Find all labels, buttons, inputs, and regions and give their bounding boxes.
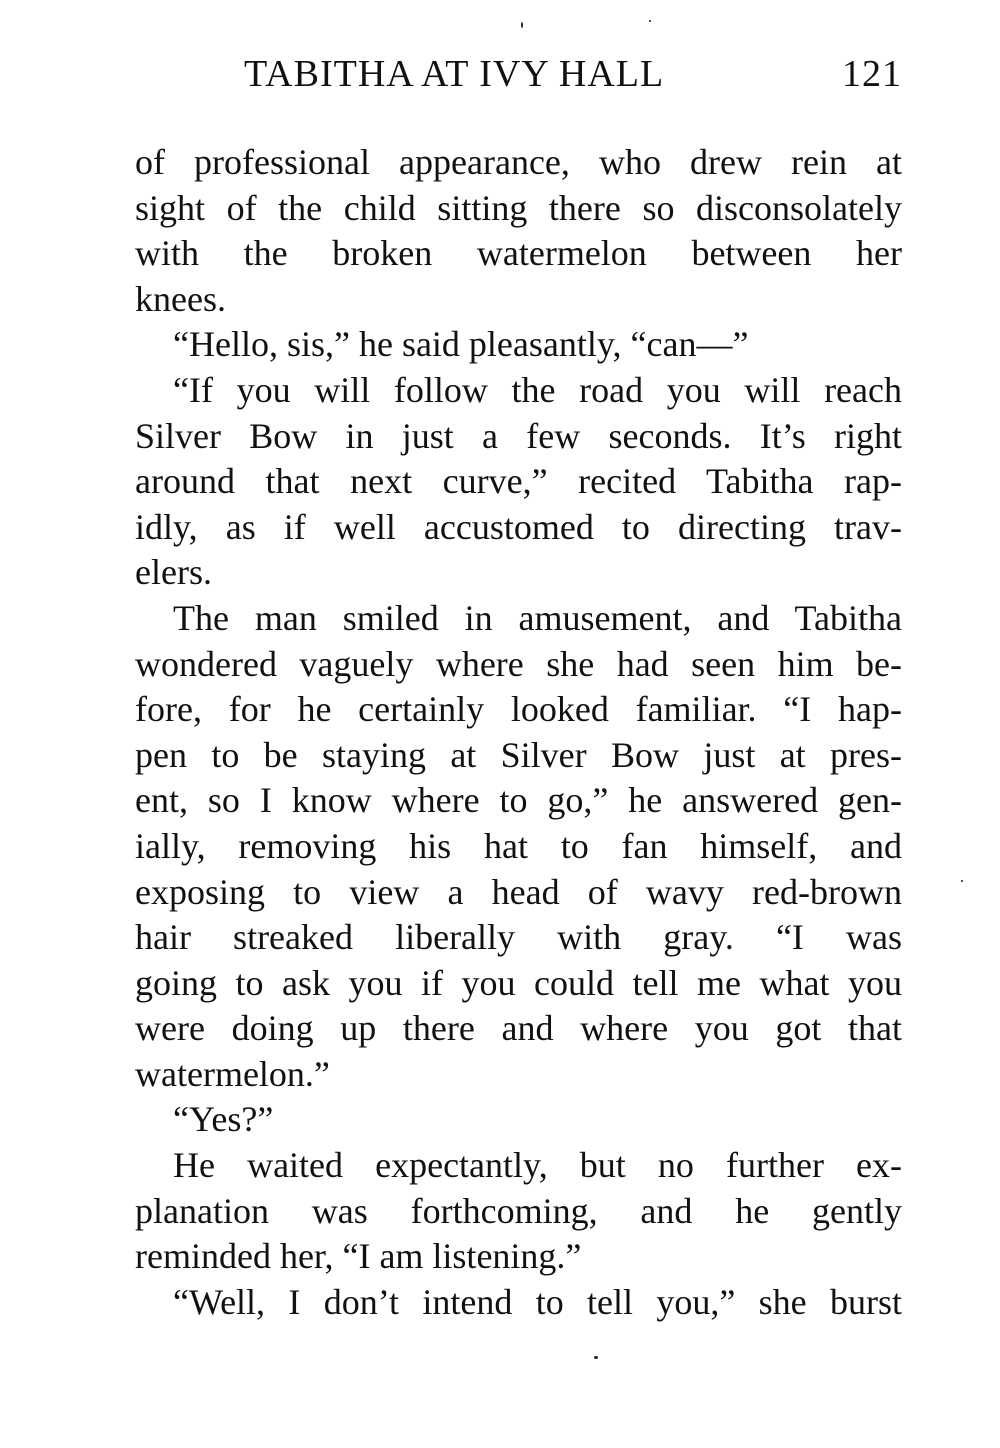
running-head-title: TABITHA AT IVY HALL <box>244 53 665 95</box>
text-line: “Hello, sis,” he said pleasantly, “can—” <box>173 324 749 365</box>
text-line: with the broken watermelon between her <box>135 233 902 274</box>
text-line: of professional appearance, who drew rein at <box>135 142 902 182</box>
text-line: fore, for he certainly looked familiar. “I hap- <box>135 689 902 730</box>
text-line: ent, so I know where to go,” he answered gen- <box>135 780 902 821</box>
text-line: The man smiled in amusement, and Tabitha <box>173 597 902 638</box>
body-text <box>135 140 902 1325</box>
text-line: He waited expectantly, but no further ex- <box>173 1145 902 1186</box>
running-head <box>244 52 902 102</box>
text-line: elers. <box>135 552 212 593</box>
text-line: were doing up there and where you got that <box>135 1008 902 1049</box>
text-line: wondered vaguely where she had seen him be- <box>135 643 902 684</box>
scan-speck <box>961 880 963 882</box>
text-line: “If you will follow the road you will reach <box>173 369 902 410</box>
text-line: “Yes?” <box>173 1099 274 1140</box>
text-line: going to ask you if you could tell me what you <box>135 962 902 1003</box>
text-line: ially, removing his hat to fan himself, and <box>135 825 902 866</box>
text-line: pen to be staying at Silver Bow just at pres- <box>135 734 902 775</box>
scan-speck <box>649 20 651 22</box>
text-line: sight of the child sitting there so disconsolately <box>135 187 902 228</box>
text-line: around that next curve,” recited Tabitha rap- <box>135 461 902 502</box>
scan-speck <box>594 1356 598 1359</box>
text-line: idly, as if well accustomed to directing trav- <box>135 506 902 547</box>
text-line: reminded her, “I am listening.” <box>135 1236 582 1277</box>
page-number: 121 <box>842 53 902 95</box>
scan-speck <box>521 22 523 28</box>
text-line: planation was forthcoming, and he gently <box>135 1190 902 1231</box>
text-line: exposing to view a head of wavy red-brown <box>135 871 902 912</box>
text-line: knees. <box>135 278 226 319</box>
text-line: hair streaked liberally with gray. “I was <box>135 917 902 958</box>
text-line: watermelon.” <box>135 1053 330 1094</box>
text-line: “Well, I don’t intend to tell you,” she burst <box>173 1281 902 1322</box>
text-line: Silver Bow in just a few seconds. It’s right <box>135 415 902 456</box>
